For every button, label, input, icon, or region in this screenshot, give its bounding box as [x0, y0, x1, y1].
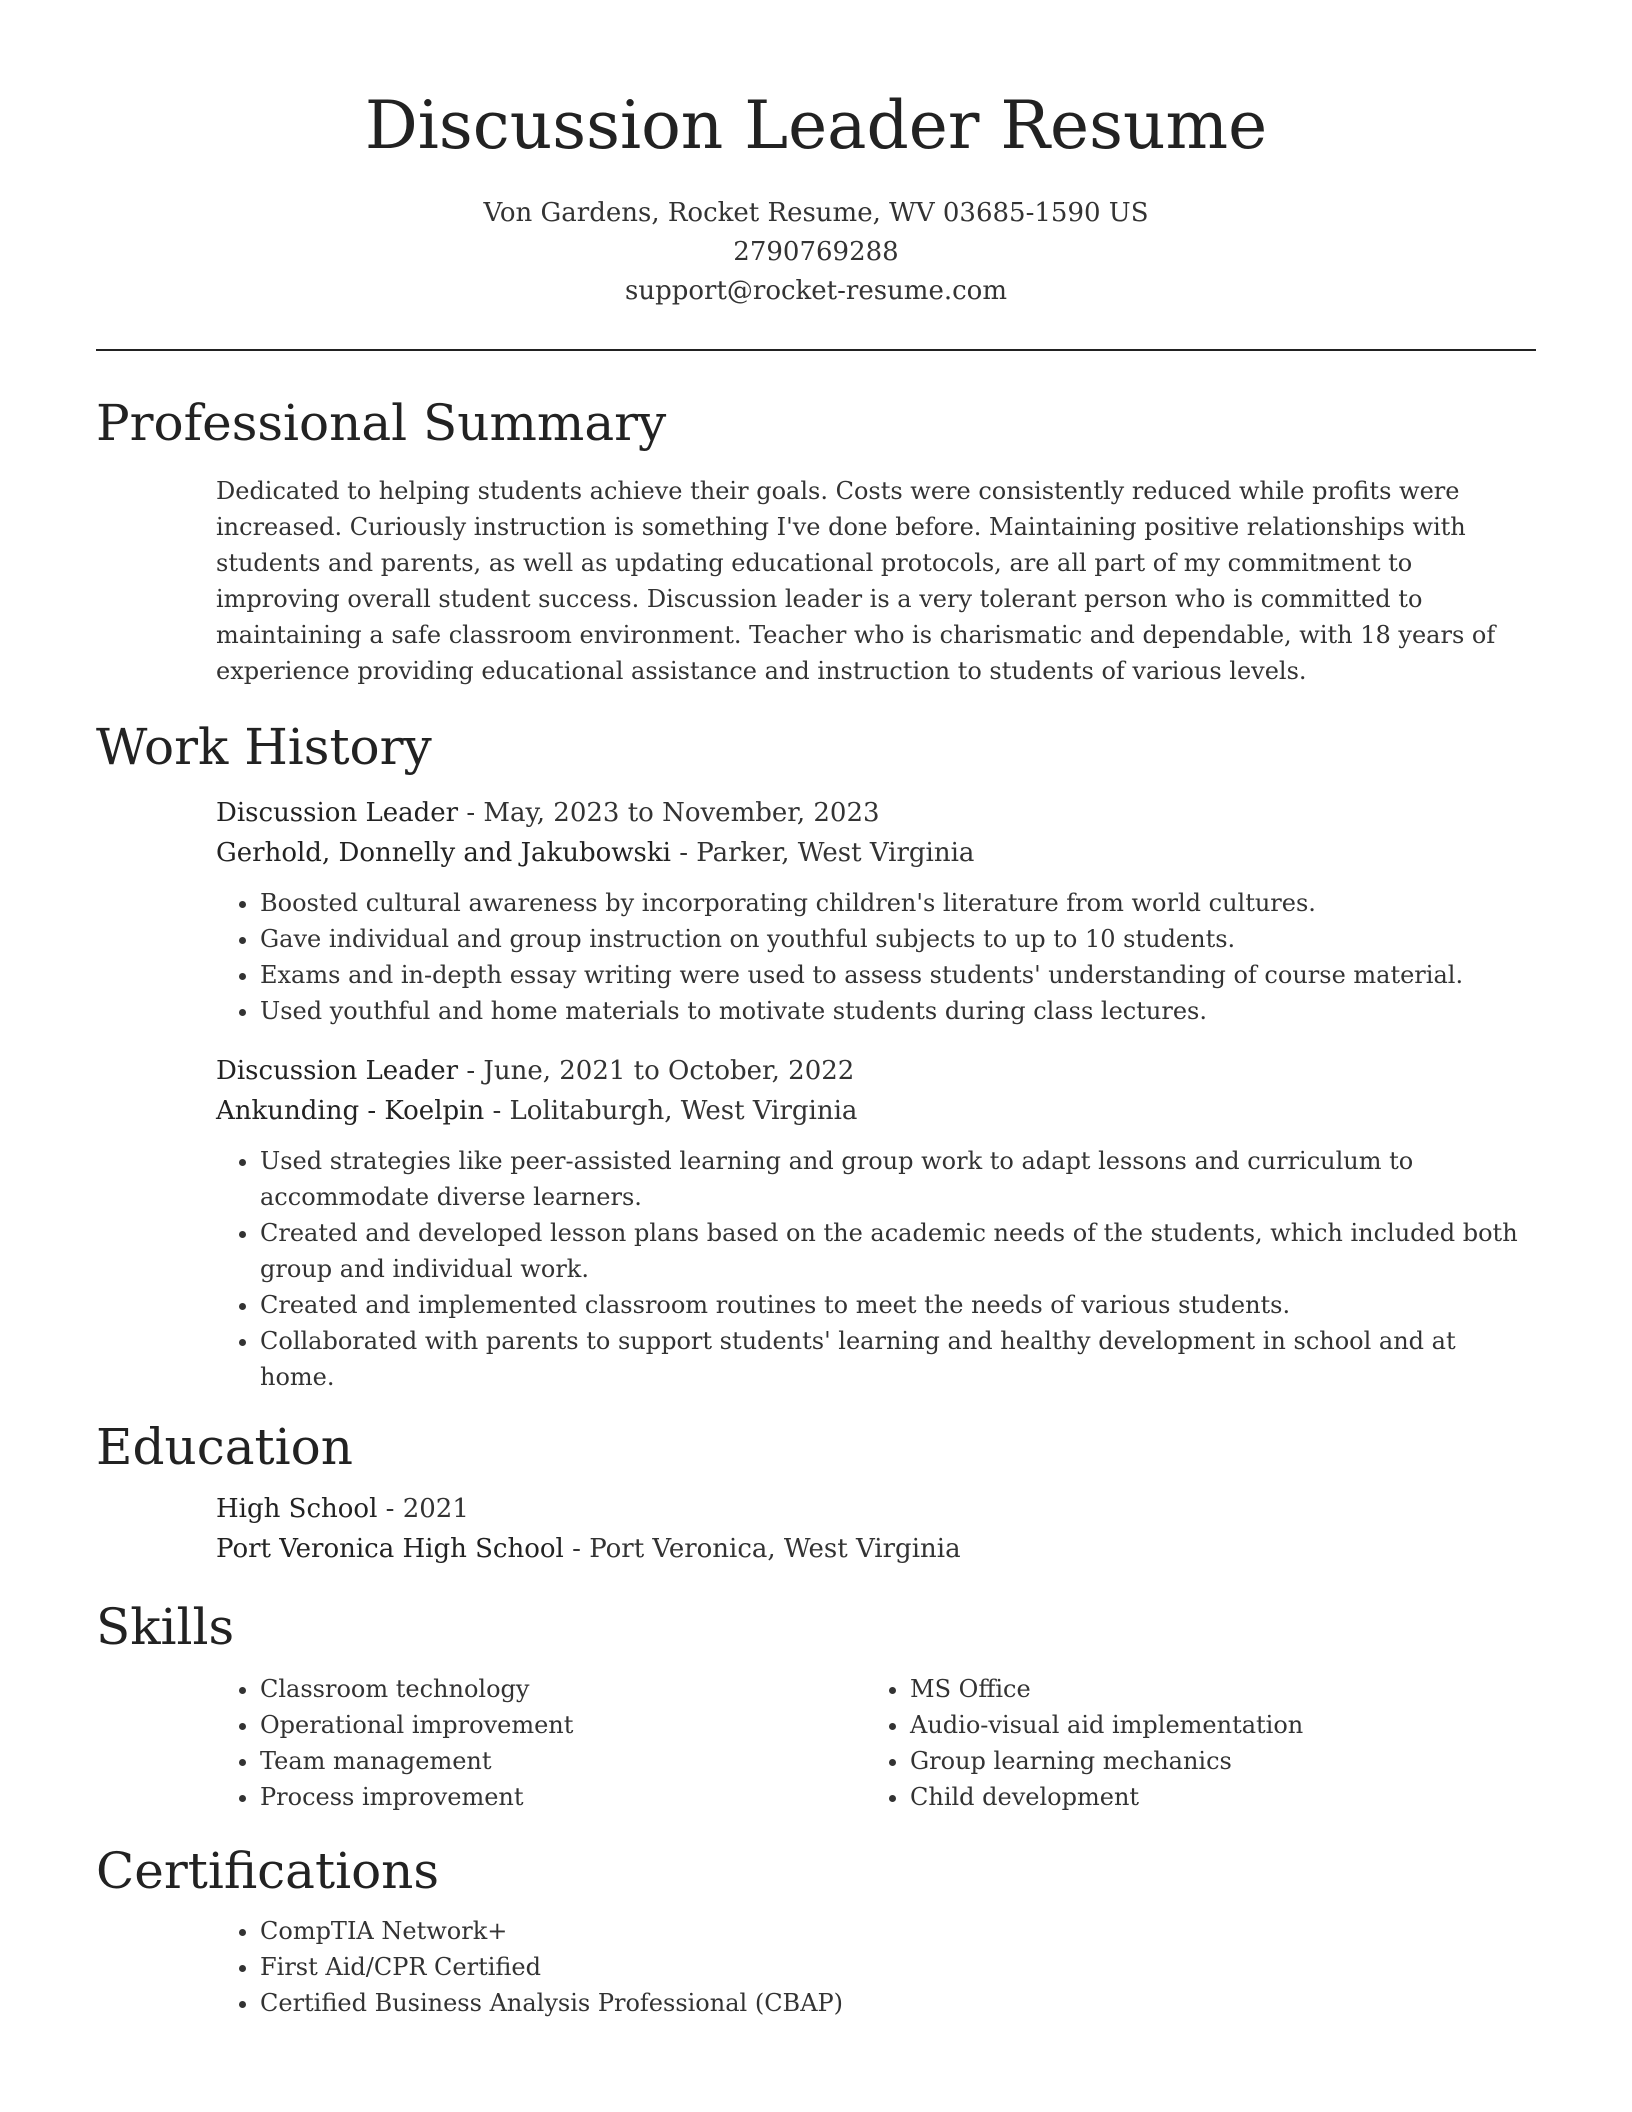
work-history-section [96, 715, 1536, 1395]
job-bullet: • Created and developed lesson plans based on the academic needs of the students, which included both group and individual work. [260, 1215, 1536, 1287]
certification-item: • Certified Business Analysis Professional (CBAP) [260, 1985, 1536, 2021]
job-bullet: • Created and implemented classroom routines to meet the needs of various students. [260, 1287, 1536, 1323]
job-bullet: • Used youthful and home materials to motivate students during class lectures. [260, 993, 1536, 1029]
job-dates: - June, 2021 to October, 2022 [458, 1056, 855, 1086]
contact-block [96, 194, 1536, 311]
job-title-line [216, 793, 1536, 833]
education-section [96, 1415, 1536, 1569]
job-bullet: • Used strategies like peer-assisted learning and group work to adapt lessons and curriculum to accommodate diverse learners. [260, 1143, 1536, 1215]
summary-section [96, 391, 1536, 689]
job-bullet: • Collaborated with parents to support students' learning and healthy development in school and at home. [260, 1323, 1536, 1395]
skills-grid [216, 1671, 1536, 1815]
education-entry [216, 1489, 1536, 1569]
skills-list [866, 1671, 1516, 1815]
job-title-line [216, 1051, 1536, 1091]
job-company: Gerhold, Donnelly and Jakubowski [216, 838, 671, 868]
skills-section [96, 1595, 1536, 1815]
certifications-heading: Certifications [96, 1842, 440, 1900]
certification-item: • First Aid/CPR Certified [260, 1949, 1536, 1985]
job-company: Ankunding - Koelpin [216, 1096, 485, 1126]
summary-heading: Professional Summary [96, 394, 667, 452]
skill-item: • Child development [910, 1779, 1516, 1815]
skills-list [216, 1671, 866, 1815]
education-heading: Education [96, 1418, 353, 1476]
skill-item: • Group learning mechanics [910, 1743, 1516, 1779]
skill-item: • Classroom technology [260, 1671, 866, 1707]
skills-column-right [866, 1671, 1516, 1815]
job-title: Discussion Leader [216, 798, 459, 828]
job-dates: - May, 2023 to November, 2023 [458, 798, 880, 828]
education-degree-line [216, 1489, 1536, 1529]
job-entry [216, 1051, 1536, 1395]
job-company-line [216, 1091, 1536, 1131]
skill-item: • Operational improvement [260, 1707, 866, 1743]
contact-phone: 2790769288 [733, 237, 899, 267]
skill-item: • Team management [260, 1743, 866, 1779]
job-location: - Lolitaburgh, West Virginia [484, 1096, 858, 1126]
header-divider [96, 349, 1536, 351]
education-degree: High School [216, 1494, 378, 1524]
certifications-list [216, 1913, 1536, 2021]
education-location: - Port Veronica, West Virginia [563, 1534, 961, 1564]
job-bullet: • Exams and in-depth essay writing were used to assess students' understanding of course material. [260, 957, 1536, 993]
job-location: - Parker, West Virginia [670, 838, 975, 868]
job-bullets [216, 885, 1536, 1029]
certifications-section [96, 1839, 1536, 2021]
job-bullet: • Boosted cultural awareness by incorporating children's literature from world cultures. [260, 885, 1536, 921]
contact-email: support@rocket-resume.com [624, 276, 1007, 306]
skill-item: • Audio-visual aid implementation [910, 1707, 1516, 1743]
resume-title: Discussion Leader Resume [364, 87, 1268, 164]
job-title: Discussion Leader [216, 1056, 459, 1086]
contact-address: Von Gardens, Rocket Resume, WV 03685-1590 US [483, 198, 1149, 228]
skills-heading: Skills [96, 1598, 235, 1656]
job-bullet: • Gave individual and group instruction on youthful subjects to up to 10 students. [260, 921, 1536, 957]
education-year: - 2021 [377, 1494, 469, 1524]
education-school: Port Veronica High School [216, 1534, 564, 1564]
work-history-heading: Work History [96, 718, 432, 776]
resume-header [96, 0, 1536, 311]
skill-item: • MS Office [910, 1671, 1516, 1707]
certification-item: • CompTIA Network+ [260, 1913, 1536, 1949]
skill-item: • Process improvement [260, 1779, 866, 1815]
summary-text: Dedicated to helping students achieve their goals. Costs were consistently reduced while profits were increased. Curiously instruction is something I've done before. Maintaining positive relationships with students and parents, as well as updating educational protocols, are all part of my commitment to improving overall student success. Discussion leader is a very tolerant person who is committed to maintaining a safe classroom environment. Teacher who is charismatic and dependable, with 18 years of experience providing educational assistance and instruction to students of various levels. [216, 477, 1496, 685]
job-entry [216, 793, 1536, 1029]
job-company-line [216, 833, 1536, 873]
job-bullets [216, 1143, 1536, 1395]
education-school-line [216, 1529, 1536, 1569]
skills-column-left [216, 1671, 866, 1815]
